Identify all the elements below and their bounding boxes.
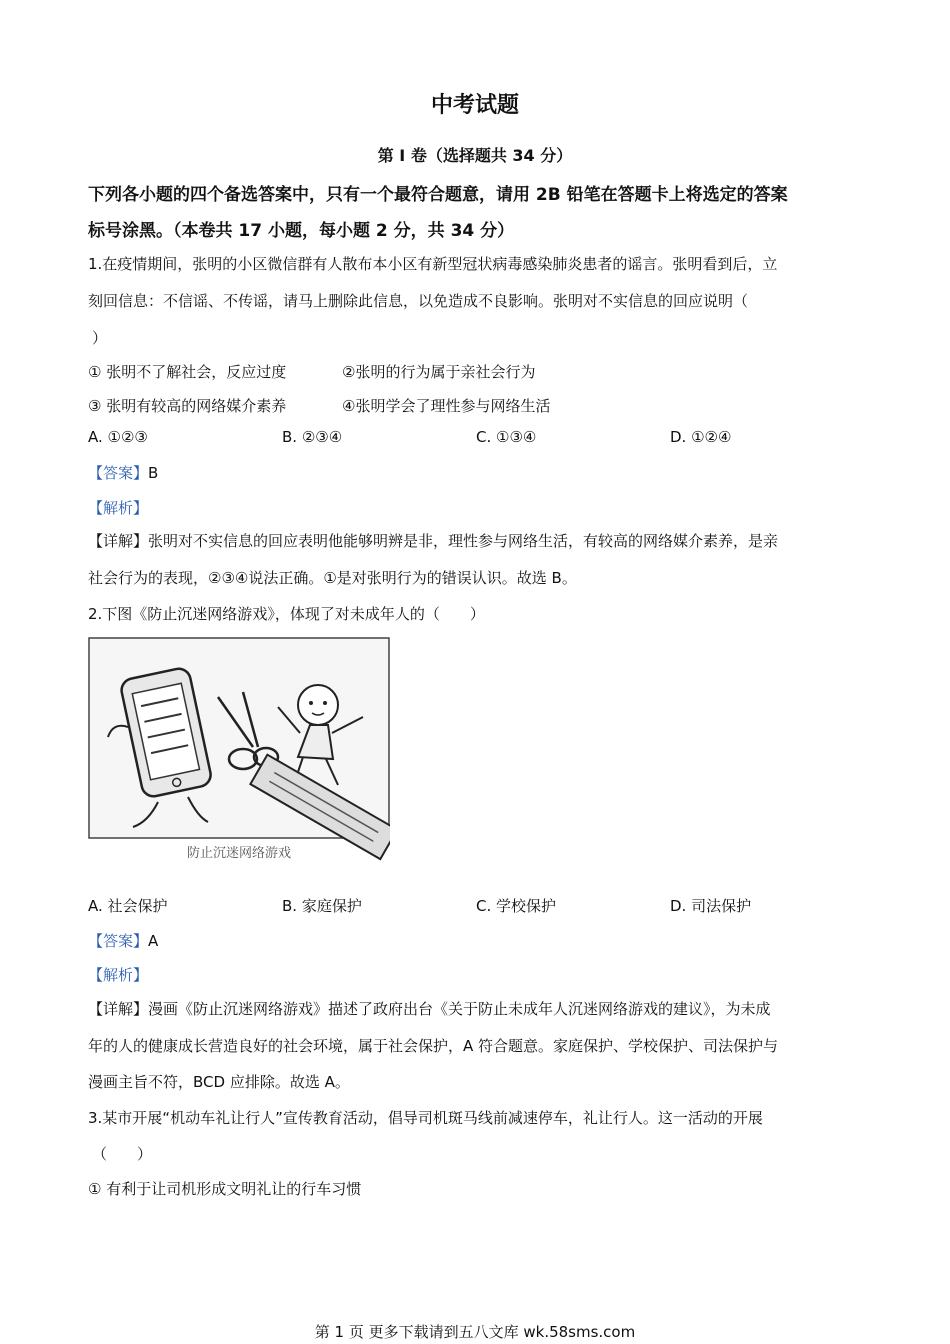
q3-stem-line-2: （ ） — [92, 1145, 153, 1163]
answer-value: A — [148, 932, 159, 950]
answer-value: B — [148, 464, 159, 482]
answer-label: 【答案】 — [88, 932, 149, 950]
q1-stem-line-3: ） — [92, 329, 108, 347]
answer-label: 【答案】 — [88, 464, 149, 482]
detail-text: 张明对不实信息的回应表明他能够明辨是非，理性参与网络生活，有较高的网络媒介素养，是亲 — [148, 532, 779, 550]
q1-option-a: A. ①②③ — [88, 428, 148, 446]
q1-answer — [88, 462, 158, 483]
q1-statement-4: ④张明学会了理性参与网络生活 — [342, 397, 551, 415]
q2-detail-line-1 — [88, 998, 771, 1019]
q2-option-d: D. 司法保护 — [670, 897, 752, 915]
cartoon-image — [88, 637, 390, 875]
detail-label: 【详解】 — [88, 1000, 149, 1018]
page-title: 中考试题 — [430, 93, 519, 118]
instructions-line-1: 下列各小题的四个备选答案中，只有一个最符合题意，请用 2B 铅笔在答题卡上将选定的答案 — [88, 185, 788, 205]
q1-statement-2: ②张明的行为属于亲社会行为 — [342, 363, 536, 381]
section-subtitle: 第 I 卷（选择题共 34 分） — [377, 146, 573, 165]
q1-stem-line-1: 1.在疫情期间，张明的小区微信群有人散布本小区有新型冠状病毒感染肺炎患者的谣言。张明看到后，立 — [88, 255, 778, 273]
q2-option-a: A. 社会保护 — [88, 897, 168, 915]
q3-statement-1: ① 有利于让司机形成文明礼让的行车习惯 — [88, 1180, 362, 1198]
page-footer: 第 1 页 更多下载请到五八文库 wk.58sms.com — [314, 1323, 636, 1341]
q2-option-b: B. 家庭保护 — [282, 897, 362, 915]
detail-text: 漫画《防止沉迷网络游戏》描述了政府出台《关于防止未成年人沉迷网络游戏的建议》，为未成 — [148, 1000, 771, 1018]
q2-analysis-label: 【解析】 — [88, 966, 149, 984]
q1-detail-line-2: 社会行为的表现，②③④说法正确。①是对张明行为的错误认识。故选 B。 — [88, 569, 577, 587]
q2-option-c: C. 学校保护 — [476, 897, 557, 915]
q3-stem-line-1: 3.某市开展“机动车礼让行人”宣传教育活动，倡导司机斑马线前减速停车，礼让行人。这一活动的开展 — [88, 1109, 763, 1127]
cartoon-caption: 防止沉迷网络游戏 — [186, 846, 291, 861]
q1-statement-1: ① 张明不了解社会，反应过度 — [88, 363, 287, 381]
q2-detail-line-2: 年的人的健康成长营造良好的社会环境，属于社会保护，A 符合题意。家庭保护、学校保护、司法保护与 — [88, 1037, 779, 1055]
detail-label: 【详解】 — [88, 532, 149, 550]
q2-answer — [88, 930, 158, 951]
q1-stem-line-2: 刻回信息：不信谣、不传谣，请马上删除此信息，以免造成不良影响。张明对不实信息的回应说明（ — [88, 292, 749, 310]
q2-stem-line-1: 2.下图《防止沉迷网络游戏》，体现了对未成年人的（ ） — [88, 605, 485, 623]
q1-option-b: B. ②③④ — [282, 428, 343, 446]
q1-statement-3: ③ 张明有较高的网络媒介素养 — [88, 397, 287, 415]
q2-detail-line-3: 漫画主旨不符，BCD 应排除。故选 A。 — [88, 1073, 350, 1091]
instructions-line-2: 标号涂黑。（本卷共 17 小题，每小题 2 分，共 34 分） — [88, 221, 515, 241]
q1-detail-line-1 — [88, 530, 778, 551]
q1-option-d: D. ①②④ — [670, 428, 732, 446]
q1-analysis-label: 【解析】 — [88, 499, 149, 517]
q1-option-c: C. ①③④ — [476, 428, 537, 446]
